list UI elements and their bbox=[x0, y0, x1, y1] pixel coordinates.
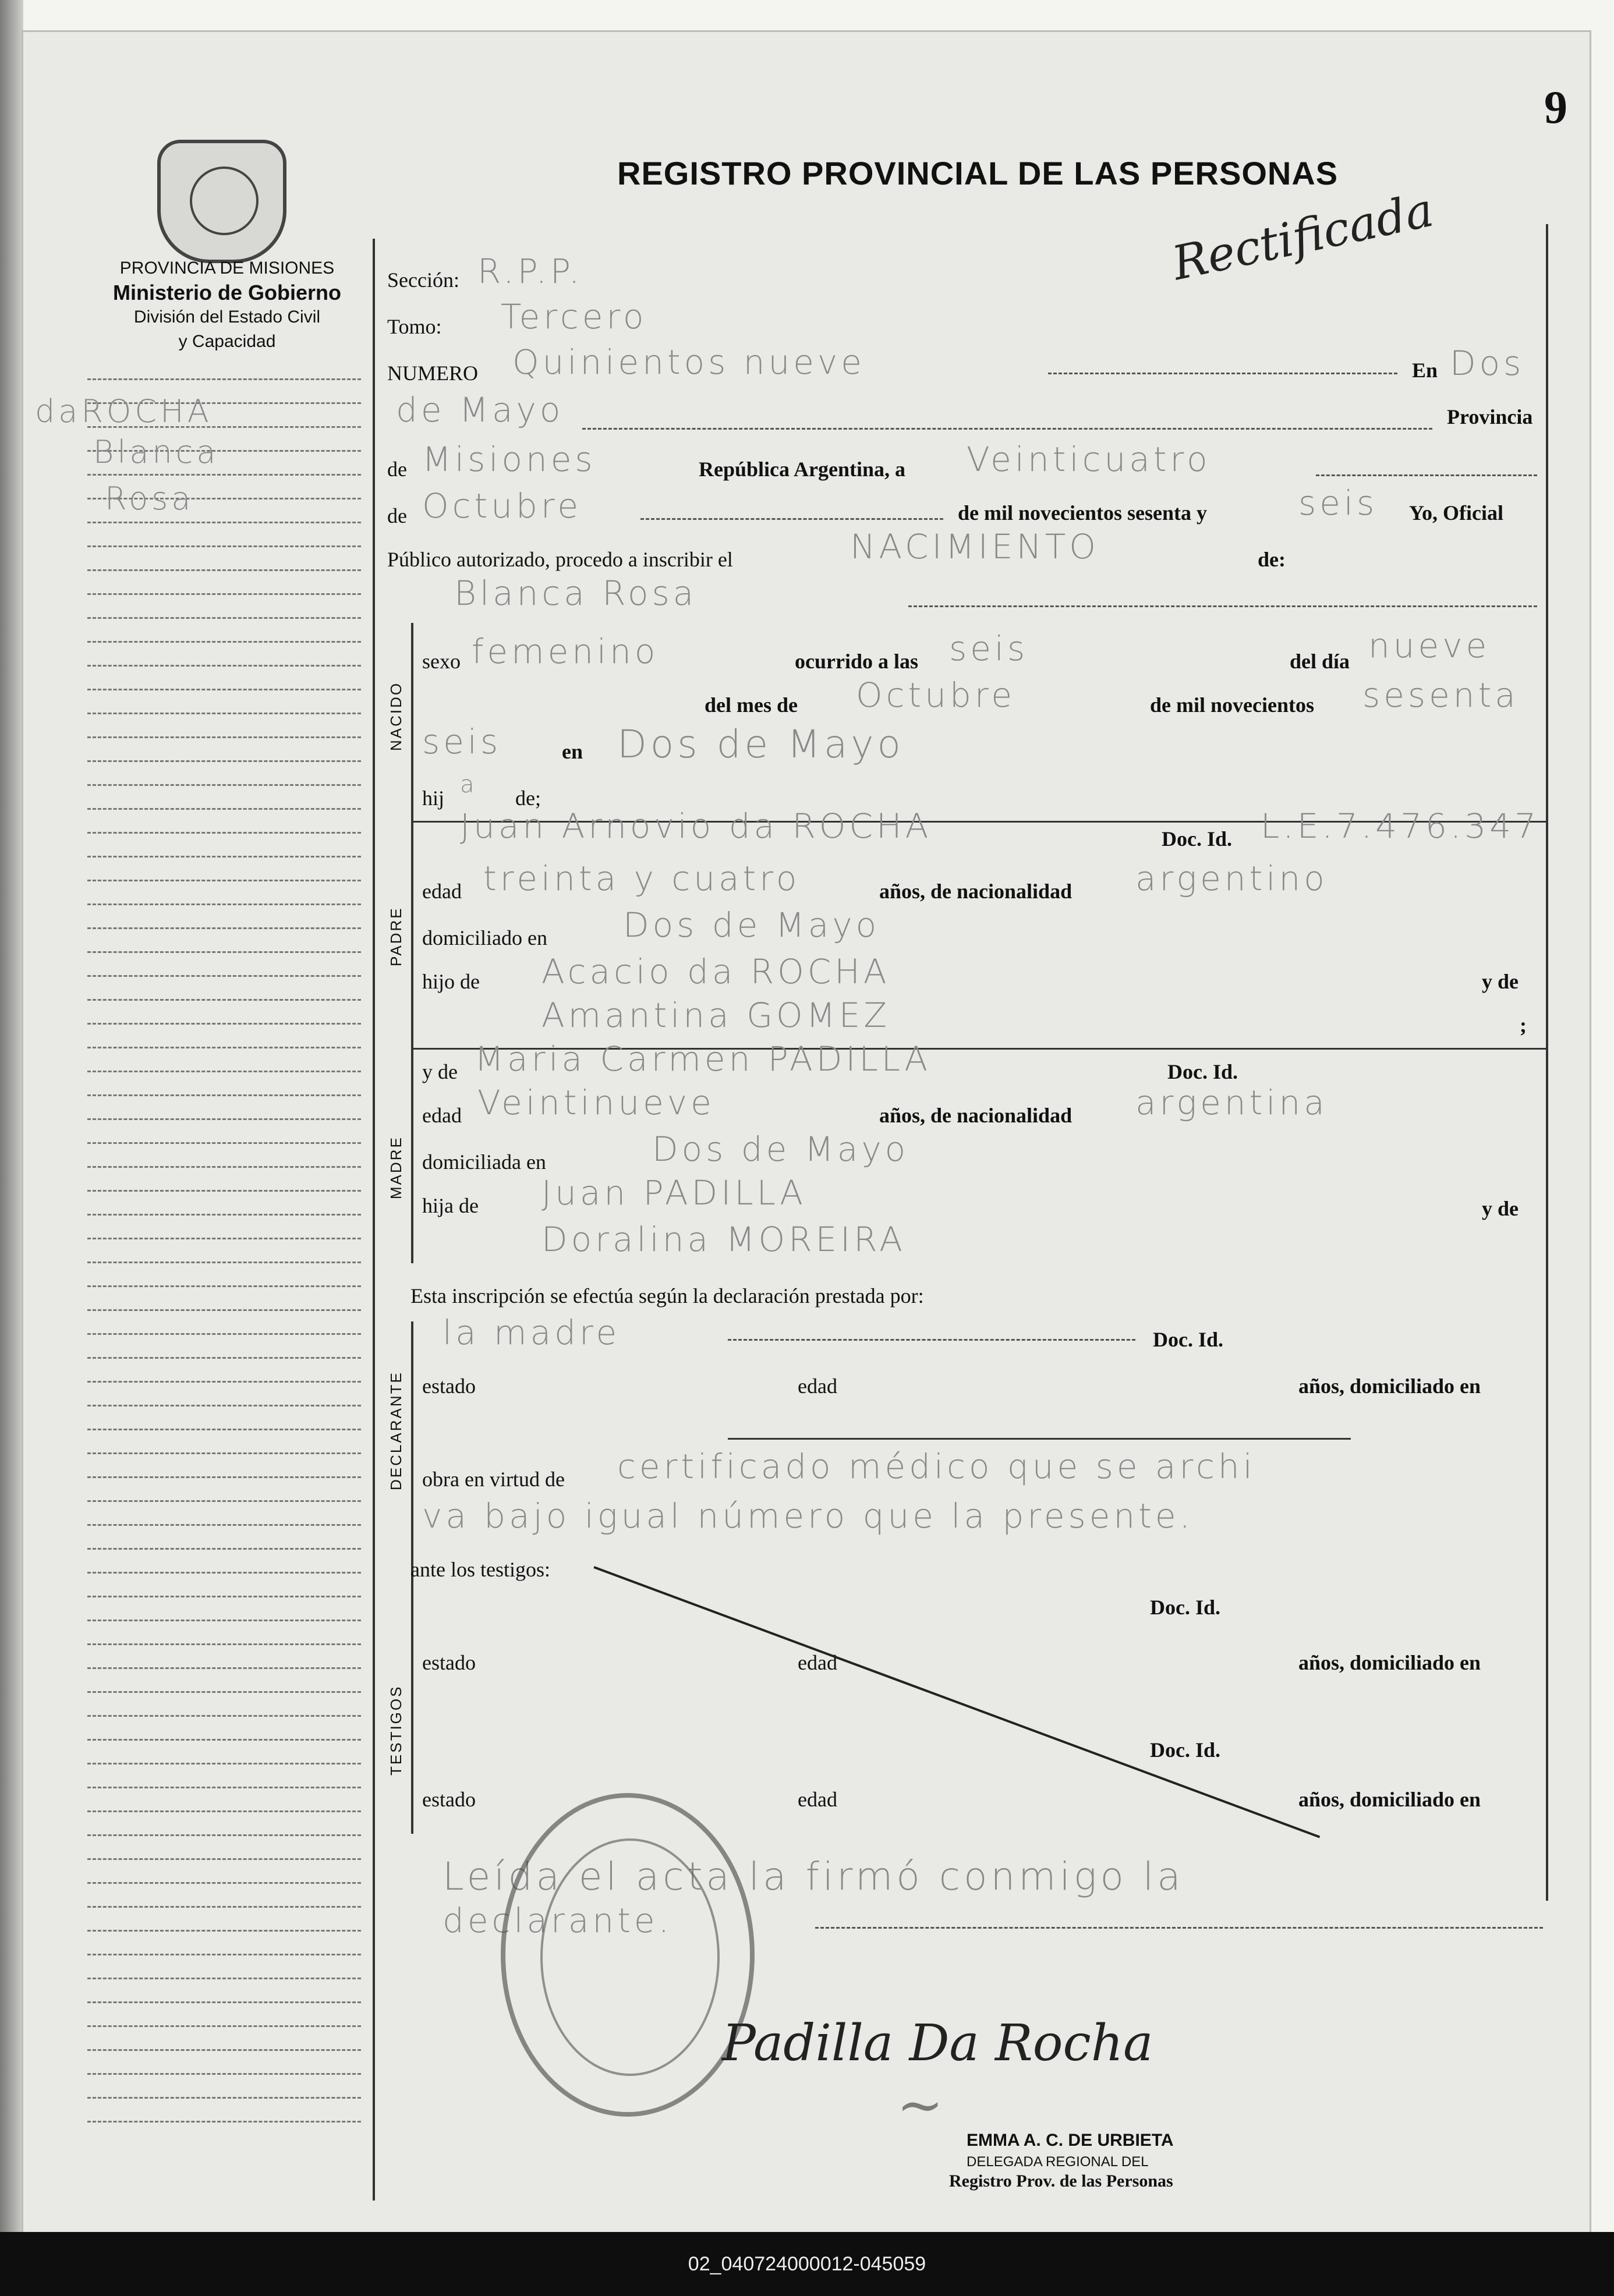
label-obra: obra en virtud de bbox=[422, 1468, 565, 1491]
margin-rule bbox=[87, 1142, 361, 1144]
section-rule-upper bbox=[411, 623, 413, 1263]
value-padre-padre: Acacio da ROCHA bbox=[541, 952, 890, 991]
margin-note-name2: Rosa bbox=[105, 480, 194, 517]
margin-rule bbox=[87, 1715, 361, 1717]
label-ocurrido: ocurrido a las bbox=[795, 650, 918, 673]
footer-id-bar bbox=[0, 2232, 1614, 2296]
margin-rule bbox=[87, 1333, 361, 1335]
label-tomo: Tomo: bbox=[387, 315, 442, 338]
value-cierre-l1: Leída el acta la firmó conmigo la bbox=[443, 1854, 1184, 1899]
margin-rule bbox=[87, 569, 361, 571]
label-testigo2-anos: años, domiciliado en bbox=[1298, 1788, 1481, 1811]
label-sexo: sexo bbox=[422, 650, 461, 673]
value-padre-edad: treinta y cuatro bbox=[483, 859, 801, 898]
margin-rule bbox=[87, 856, 361, 858]
label-del-dia: del día bbox=[1290, 650, 1350, 673]
label-en-nac: en bbox=[562, 740, 583, 763]
value-declarante: la madre bbox=[443, 1313, 621, 1352]
side-label-declarante: DECLARANTE bbox=[387, 1371, 405, 1490]
coat-of-arms-icon bbox=[157, 140, 286, 263]
margin-rule bbox=[87, 1906, 361, 1908]
margin-rule bbox=[87, 951, 361, 953]
value-acto: NACIMIENTO bbox=[850, 527, 1099, 566]
label-padre-dom: domiciliado en bbox=[422, 926, 547, 949]
margin-rule bbox=[87, 1476, 361, 1478]
value-madre-padre: Juan PADILLA bbox=[541, 1173, 806, 1213]
margin-rule bbox=[87, 1834, 361, 1836]
margin-rule bbox=[87, 1524, 361, 1526]
margin-rule bbox=[87, 1285, 361, 1287]
margin-rule bbox=[87, 1071, 361, 1072]
label-madre-doc: Doc. Id. bbox=[1167, 1060, 1238, 1083]
label-padre-hijo: hijo de bbox=[422, 970, 480, 993]
value-hij-suffix: a bbox=[460, 771, 478, 798]
label-publico: Público autorizado, procedo a inscribir el bbox=[387, 548, 733, 571]
margin-rule bbox=[87, 1643, 361, 1645]
label-declarante-estado: estado bbox=[422, 1374, 476, 1398]
side-label-padre: PADRE bbox=[387, 906, 405, 966]
label-de-2: de bbox=[387, 504, 407, 527]
margin-rule bbox=[87, 2121, 361, 2123]
margin-rule bbox=[87, 1667, 361, 1669]
rule-nombre bbox=[908, 605, 1537, 607]
official-name: EMMA A. C. DE URBIETA bbox=[967, 2131, 1174, 2150]
margin-rule bbox=[87, 1118, 361, 1120]
value-lugar: de Mayo bbox=[396, 390, 564, 430]
margin-rule bbox=[87, 1190, 361, 1192]
label-testigo2-estado: estado bbox=[422, 1788, 476, 1811]
label-republica: República Argentina, a bbox=[699, 458, 906, 481]
label-numero: NUMERO bbox=[387, 362, 479, 385]
label-hij: hij bbox=[422, 786, 445, 810]
label-declarante-doc: Doc. Id. bbox=[1153, 1328, 1224, 1351]
rule-numero bbox=[1048, 373, 1397, 374]
label-padre-edad: edad bbox=[422, 880, 462, 903]
label-madre-yde2: y de bbox=[1482, 1197, 1519, 1220]
official-role2: Registro Prov. de las Personas bbox=[949, 2171, 1173, 2191]
ministry-header bbox=[82, 256, 373, 354]
margin-rule bbox=[87, 1238, 361, 1239]
margin-rule bbox=[87, 1596, 361, 1597]
margin-rule bbox=[87, 1357, 361, 1359]
label-padre-semicolon: ; bbox=[1520, 1014, 1527, 1037]
value-madre-madre: Doralina MOREIRA bbox=[541, 1220, 906, 1259]
label-de-colon: de: bbox=[1258, 548, 1286, 571]
value-obra-l1: certificado médico que se archi bbox=[617, 1447, 1256, 1486]
margin-rule bbox=[87, 1381, 361, 1383]
margin-rule bbox=[87, 1166, 361, 1168]
margin-rule bbox=[87, 999, 361, 1001]
margin-column bbox=[87, 378, 361, 2154]
label-madre-dom: domiciliada en bbox=[422, 1150, 546, 1174]
value-padre-madre: Amantina GOMEZ bbox=[541, 995, 891, 1035]
margin-rule bbox=[87, 1309, 361, 1311]
value-cierre-l2: declarante. bbox=[443, 1901, 673, 1940]
margin-rule bbox=[87, 736, 361, 738]
margin-rule bbox=[87, 2097, 361, 2099]
margin-rule bbox=[87, 1763, 361, 1764]
value-provincia: Misiones bbox=[422, 440, 596, 479]
value-seccion: R.P.P. bbox=[477, 251, 583, 291]
margin-rule bbox=[87, 1548, 361, 1550]
ministry-line2: Ministerio de Gobierno bbox=[112, 281, 342, 304]
book-spine bbox=[0, 0, 23, 2296]
margin-rule bbox=[87, 975, 361, 977]
margin-rule bbox=[87, 832, 361, 834]
label-testigo1-estado: estado bbox=[422, 1651, 476, 1674]
label-esta-inscripcion: Esta inscripción se efectúa según la declaración prestada por: bbox=[410, 1284, 924, 1308]
margin-rule bbox=[87, 713, 361, 714]
margin-rule bbox=[87, 1930, 361, 1932]
value-fecha-mes: Octubre bbox=[422, 486, 582, 526]
official-stamp-icon bbox=[501, 1793, 755, 2117]
margin-rule bbox=[87, 593, 361, 595]
margin-rule bbox=[87, 880, 361, 881]
margin-rule bbox=[87, 1787, 361, 1788]
label-yo-oficial: Yo, Oficial bbox=[1409, 501, 1503, 525]
margin-rule bbox=[87, 1262, 361, 1263]
margin-rule bbox=[87, 1858, 361, 1860]
margin-rule bbox=[87, 1452, 361, 1454]
label-padre-doc: Doc. Id. bbox=[1162, 827, 1233, 851]
label-testigo2-edad: edad bbox=[798, 1788, 837, 1811]
margin-rule bbox=[87, 1429, 361, 1430]
margin-note-name1: Blanca bbox=[93, 434, 220, 470]
label-declarante-anos: años, domiciliado en bbox=[1298, 1374, 1481, 1398]
label-madre-edad: edad bbox=[422, 1104, 462, 1127]
rule-fecha-mes bbox=[640, 518, 943, 520]
margin-rule bbox=[87, 1405, 361, 1406]
margin-rule bbox=[87, 1500, 361, 1502]
value-padre: Juan Arnovio da ROCHA bbox=[460, 806, 932, 846]
label-en: En bbox=[1412, 359, 1438, 382]
margin-rule bbox=[87, 1739, 361, 1741]
margin-rule bbox=[87, 1954, 361, 1955]
value-tomo: Tercero bbox=[501, 297, 647, 336]
ministry-line1: PROVINCIA DE MISIONES bbox=[119, 258, 335, 278]
margin-rule bbox=[87, 1572, 361, 1574]
value-hora: seis bbox=[949, 629, 1029, 668]
value-dia: nueve bbox=[1368, 626, 1491, 665]
rule-declarante bbox=[728, 1339, 1135, 1341]
value-padre-dom: Dos de Mayo bbox=[623, 905, 880, 945]
margin-rule bbox=[87, 1620, 361, 1621]
margin-rule bbox=[87, 1047, 361, 1048]
label-testigo2-doc: Doc. Id. bbox=[1150, 1738, 1221, 1762]
margin-rule bbox=[87, 522, 361, 523]
label-padre-yde: y de bbox=[1482, 970, 1519, 993]
value-anio: seis bbox=[1298, 483, 1378, 523]
margin-rule bbox=[87, 808, 361, 810]
value-numero: Quinientos nueve bbox=[512, 342, 865, 382]
value-madre-edad: Veintinueve bbox=[477, 1083, 715, 1122]
margin-rule bbox=[87, 378, 361, 380]
frame-right bbox=[1546, 224, 1548, 1901]
side-label-nacido: NACIDO bbox=[387, 681, 405, 751]
margin-rule bbox=[87, 474, 361, 476]
page-number: 9 bbox=[1544, 82, 1567, 133]
label-hij-de: de; bbox=[515, 786, 541, 810]
margin-rule bbox=[87, 2001, 361, 2003]
margin-rule bbox=[87, 1023, 361, 1025]
margin-rule bbox=[87, 927, 361, 929]
margin-rule bbox=[87, 617, 361, 619]
value-madre: Maria Carmen PADILLA bbox=[475, 1039, 932, 1079]
label-de-mil: de mil novecientos sesenta y bbox=[958, 501, 1207, 525]
margin-rule bbox=[87, 665, 361, 667]
margin-rule bbox=[87, 903, 361, 905]
ministry-line3: División del Estado Civil bbox=[133, 307, 321, 327]
label-provincia: Provincia bbox=[1447, 405, 1533, 428]
label-testigo1-doc: Doc. Id. bbox=[1150, 1596, 1221, 1619]
official-role1: DELEGADA REGIONAL DEL bbox=[967, 2154, 1149, 2170]
label-declarante-edad: edad bbox=[798, 1374, 837, 1398]
value-lugar-nac: Dos de Mayo bbox=[617, 722, 904, 767]
side-label-testigos: TESTIGOS bbox=[387, 1685, 405, 1776]
rule-lugar bbox=[582, 428, 1432, 430]
value-padre-nac: argentino bbox=[1135, 859, 1328, 898]
footer-id: 02_040724000012-045059 bbox=[688, 2253, 926, 2275]
side-label-madre: MADRE bbox=[387, 1136, 405, 1199]
value-obra-l2: va bajo igual número que la presente. bbox=[422, 1496, 1194, 1536]
label-testigo1-edad: edad bbox=[798, 1651, 837, 1674]
label-madre-hija: hija de bbox=[422, 1194, 479, 1217]
margin-rule bbox=[87, 641, 361, 643]
label-de-1: de bbox=[387, 458, 407, 481]
page-title: REGISTRO PROVINCIAL DE LAS PERSONAS bbox=[617, 155, 1339, 192]
value-nombre: Blanca Rosa bbox=[454, 573, 698, 613]
value-anio-nac: sesenta bbox=[1362, 675, 1519, 715]
margin-rule bbox=[87, 2049, 361, 2051]
rule-cierre bbox=[815, 1927, 1543, 1929]
value-padre-doc: L.E.7.476.347 bbox=[1261, 806, 1540, 846]
signature-official-icon: ~ bbox=[897, 2072, 944, 2138]
margin-rule bbox=[87, 1214, 361, 1216]
margin-rule bbox=[87, 1978, 361, 1979]
margin-rule bbox=[87, 1691, 361, 1693]
margin-rule bbox=[87, 689, 361, 690]
frame-left bbox=[373, 239, 375, 2201]
value-mes: Octubre bbox=[856, 675, 1016, 715]
value-sexo: femenino bbox=[472, 632, 659, 671]
value-madre-nac: argentina bbox=[1135, 1083, 1328, 1122]
label-seccion: Sección: bbox=[387, 268, 459, 292]
margin-note-surname: daROCHA bbox=[35, 393, 213, 430]
label-padre-nac: años, de nacionalidad bbox=[879, 880, 1073, 903]
margin-rule bbox=[87, 760, 361, 762]
margin-rule bbox=[87, 1094, 361, 1096]
label-de-mil-nov: de mil novecientos bbox=[1150, 693, 1314, 717]
label-madre-yde: y de bbox=[422, 1060, 458, 1083]
margin-rule bbox=[87, 545, 361, 547]
label-ante-testigos: ante los testigos: bbox=[410, 1558, 550, 1581]
label-testigo1-anos: años, domiciliado en bbox=[1298, 1651, 1481, 1674]
label-madre-nac: años, de nacionalidad bbox=[879, 1104, 1073, 1127]
signature-declarante: Padilla Da Rocha bbox=[722, 2014, 1153, 2072]
value-en: Dos bbox=[1450, 343, 1525, 383]
margin-rule bbox=[87, 2073, 361, 2075]
rule-fecha-dia bbox=[1316, 474, 1537, 476]
value-anio-nac2: seis bbox=[422, 722, 502, 761]
value-madre-dom: Dos de Mayo bbox=[652, 1129, 909, 1169]
margin-rule bbox=[87, 1882, 361, 1884]
margin-rule bbox=[87, 1810, 361, 1812]
margin-rule bbox=[87, 2025, 361, 2027]
rule-declarante-strike bbox=[728, 1438, 1351, 1440]
ministry-line4: y Capacidad bbox=[178, 332, 276, 351]
value-fecha-dia: Veinticuatro bbox=[967, 440, 1211, 479]
margin-rule bbox=[87, 784, 361, 786]
rectification-annotation: Rectificada bbox=[1167, 182, 1438, 291]
label-del-mes: del mes de bbox=[705, 693, 798, 717]
